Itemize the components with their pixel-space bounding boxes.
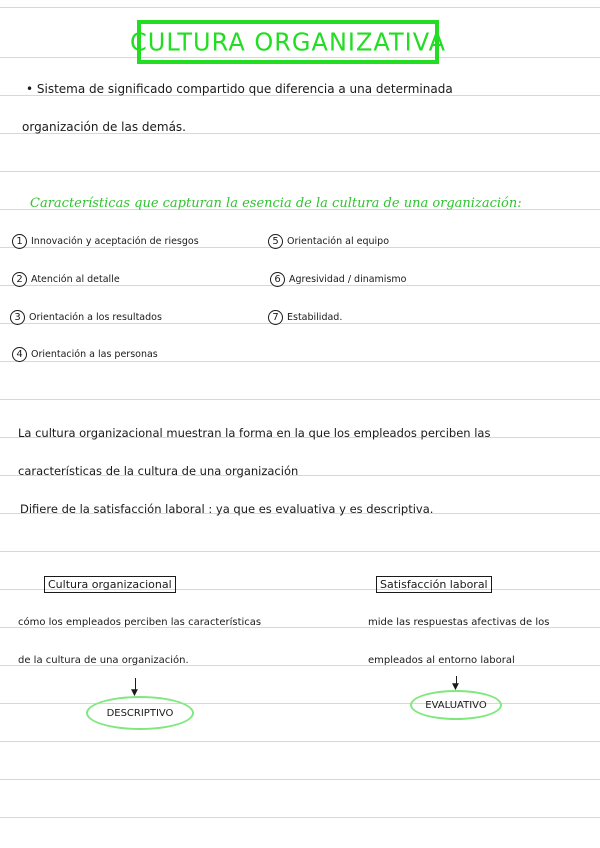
characteristic-item-5 bbox=[268, 234, 389, 249]
characteristic-item-7 bbox=[268, 310, 342, 325]
characteristic-label: Orientación al equipo bbox=[287, 236, 390, 247]
right-description-line-1: mide las respuestas afectivas de los bbox=[368, 617, 550, 628]
number-3-badge: 3 bbox=[10, 310, 25, 325]
definition-line-2: organización de las demás. bbox=[22, 120, 186, 134]
cultura-organizacional-box: Cultura organizacional bbox=[44, 576, 176, 593]
characteristic-item-1 bbox=[12, 234, 199, 249]
evaluativo-label: EVALUATIVO bbox=[425, 699, 487, 711]
characteristic-label: Agresividad / dinamismo bbox=[289, 274, 407, 285]
title-box bbox=[130, 20, 447, 64]
characteristic-item-3 bbox=[10, 310, 162, 325]
definition-line-1: • Sistema de significado compartido que diferencia a una determinada bbox=[26, 82, 453, 96]
characteristic-label: Orientación a los resultados bbox=[29, 312, 162, 323]
number-7-badge: 7 bbox=[268, 310, 283, 325]
number-1-badge: 1 bbox=[12, 234, 27, 249]
number-2-badge: 2 bbox=[12, 272, 27, 287]
characteristic-label: Estabilidad. bbox=[287, 312, 343, 323]
characteristics-heading: Características que capturan la esencia de la cultura de una organización: bbox=[30, 196, 522, 211]
right-arrow-head-icon: ▼ bbox=[452, 682, 459, 692]
descriptivo-label: DESCRIPTIVO bbox=[106, 707, 174, 719]
paragraph-line-3: Difiere de la satisfacción laboral : ya que es evaluativa y es descriptiva. bbox=[20, 502, 434, 516]
paragraph-line-2: características de la cultura de una organización bbox=[18, 464, 299, 478]
number-4-badge: 4 bbox=[12, 347, 27, 362]
paragraph-line-1: La cultura organizacional muestran la forma en la que los empleados perciben las bbox=[18, 426, 491, 440]
characteristic-item-6 bbox=[270, 272, 406, 287]
characteristic-label: Innovación y aceptación de riesgos bbox=[31, 236, 199, 247]
right-description-line-2: empleados al entorno laboral bbox=[368, 655, 515, 666]
evaluativo-ellipse bbox=[410, 690, 502, 720]
left-arrow-head-icon: ▼ bbox=[131, 688, 138, 698]
satisfaccion-laboral-box: Satisfacción laboral bbox=[376, 576, 492, 593]
left-description-line-2: de la cultura de una organización. bbox=[18, 655, 189, 666]
characteristic-label: Atención al detalle bbox=[31, 274, 120, 285]
number-6-badge: 6 bbox=[270, 272, 285, 287]
descriptivo-ellipse bbox=[86, 696, 194, 730]
characteristic-label: Orientación a las personas bbox=[31, 349, 158, 360]
number-5-badge: 5 bbox=[268, 234, 283, 249]
left-description-line-1: cómo los empleados perciben las características bbox=[18, 617, 262, 628]
page-title: CULTURA ORGANIZATIVA bbox=[130, 27, 447, 57]
characteristic-item-4 bbox=[12, 347, 158, 362]
characteristic-item-2 bbox=[12, 272, 120, 287]
